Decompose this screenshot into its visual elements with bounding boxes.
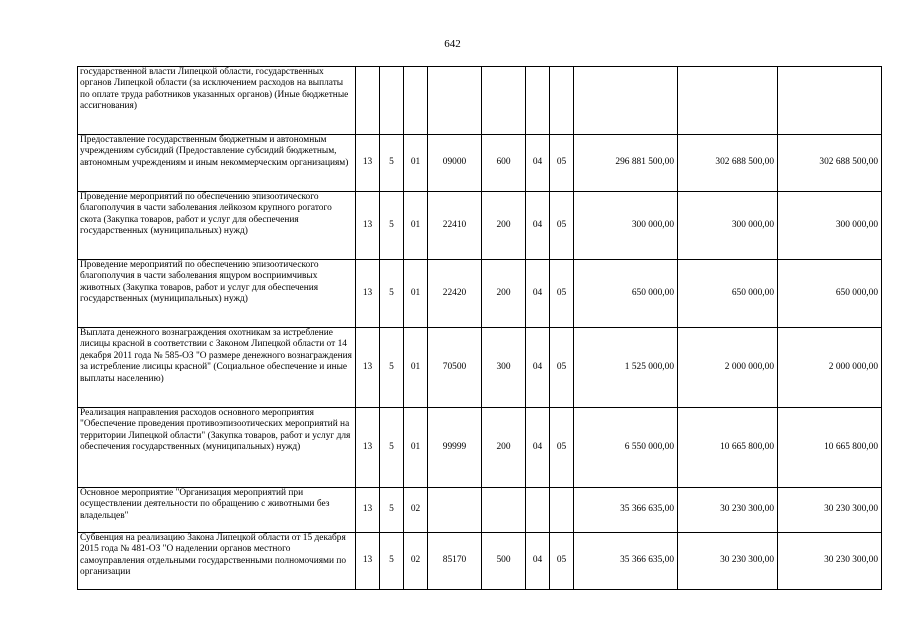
code-subsection	[550, 67, 574, 135]
code-program: 5	[380, 408, 404, 488]
code-section: 04	[526, 135, 550, 192]
code-expense-type: 600	[482, 135, 526, 192]
amount-year-1: 296 881 500,00	[574, 135, 678, 192]
row-description: Проведение мероприятий по обеспечению эпизоотического благополучия в части заболевания лейкозом крупного рогатого скота (Закупка товаров, работ и услуг для обеспечения государственных (муниципальных) нужд)	[78, 192, 356, 260]
code-program: 5	[380, 135, 404, 192]
page-number: 642	[444, 38, 461, 50]
code-subsection: 05	[550, 192, 574, 260]
row-description: Выплата денежного вознаграждения охотникам за истребление лисицы красной в соответствии с Законом Липецкой области от 14 декабря 2011 года № 585-ОЗ "О размере денежного вознаграждения за истребление лисицы красной" (Социальное обеспечение и иные выплаты населению)	[78, 328, 356, 408]
code-program	[380, 67, 404, 135]
amount-year-2: 650 000,00	[678, 260, 778, 328]
amount-year-1: 1 525 000,00	[574, 328, 678, 408]
code-expense-direction: 99999	[428, 408, 482, 488]
code-section: 04	[526, 328, 550, 408]
code-expense-type: 200	[482, 192, 526, 260]
code-subsection: 05	[550, 135, 574, 192]
code-ministry: 13	[356, 408, 380, 488]
code-subprogram: 01	[404, 135, 428, 192]
code-subprogram	[404, 67, 428, 135]
code-expense-direction: 22410	[428, 192, 482, 260]
budget-table-body	[78, 67, 882, 590]
amount-year-2: 302 688 500,00	[678, 135, 778, 192]
code-ministry: 13	[356, 488, 380, 533]
amount-year-1: 650 000,00	[574, 260, 678, 328]
amount-year-2	[678, 67, 778, 135]
code-ministry: 13	[356, 260, 380, 328]
table-row	[78, 192, 882, 260]
row-description: Субвенция на реализацию Закона Липецкой области от 15 декабря 2015 года № 481-ОЗ "О наделении органов местного самоуправления отдельными государственными полномочиями по организации	[78, 533, 356, 590]
table-row	[78, 408, 882, 488]
code-expense-direction: 09000	[428, 135, 482, 192]
table-row	[78, 533, 882, 590]
code-section: 04	[526, 192, 550, 260]
code-subsection: 05	[550, 408, 574, 488]
amount-year-3: 2 000 000,00	[778, 328, 882, 408]
row-description: Основное мероприятие "Организация мероприятий при осуществлении деятельности по обращению с животными без владельцев"	[78, 488, 356, 533]
amount-year-3: 300 000,00	[778, 192, 882, 260]
code-subprogram: 01	[404, 192, 428, 260]
code-expense-type: 200	[482, 260, 526, 328]
code-section: 04	[526, 260, 550, 328]
code-subprogram: 02	[404, 533, 428, 590]
code-ministry: 13	[356, 192, 380, 260]
code-ministry: 13	[356, 135, 380, 192]
amount-year-2: 300 000,00	[678, 192, 778, 260]
table-row	[78, 260, 882, 328]
code-subprogram: 01	[404, 408, 428, 488]
code-subprogram: 02	[404, 488, 428, 533]
amount-year-3: 30 230 300,00	[778, 533, 882, 590]
amount-year-1: 35 366 635,00	[574, 488, 678, 533]
row-description: Проведение мероприятий по обеспечению эпизоотического благополучия в части заболевания ящуром восприимчивых животных (Закупка товаров, работ и услуг для обеспечения государственных (муниципальных) нужд)	[78, 260, 356, 328]
amount-year-2: 10 665 800,00	[678, 408, 778, 488]
code-subsection: 05	[550, 533, 574, 590]
code-ministry	[356, 67, 380, 135]
code-expense-type	[482, 67, 526, 135]
amount-year-3: 30 230 300,00	[778, 488, 882, 533]
code-program: 5	[380, 533, 404, 590]
code-subprogram: 01	[404, 260, 428, 328]
code-subsection: 05	[550, 260, 574, 328]
code-expense-type: 500	[482, 533, 526, 590]
amount-year-3: 302 688 500,00	[778, 135, 882, 192]
code-section	[526, 67, 550, 135]
amount-year-3	[778, 67, 882, 135]
amount-year-3: 650 000,00	[778, 260, 882, 328]
code-program: 5	[380, 260, 404, 328]
table-row	[78, 488, 882, 533]
amount-year-1	[574, 67, 678, 135]
amount-year-1: 6 550 000,00	[574, 408, 678, 488]
table-row	[78, 67, 882, 135]
amount-year-1: 300 000,00	[574, 192, 678, 260]
code-program: 5	[380, 488, 404, 533]
amount-year-2: 2 000 000,00	[678, 328, 778, 408]
code-expense-type: 300	[482, 328, 526, 408]
amount-year-1: 35 366 635,00	[574, 533, 678, 590]
code-subsection: 05	[550, 328, 574, 408]
code-subprogram: 01	[404, 328, 428, 408]
code-section: 04	[526, 408, 550, 488]
code-expense-direction	[428, 67, 482, 135]
code-section	[526, 488, 550, 533]
code-ministry: 13	[356, 533, 380, 590]
budget-table	[77, 66, 882, 590]
row-description: Предоставление государственным бюджетным и автономным учреждениям субсидий (Предоставление субсидий бюджетным, автономным учреждениям и иным некоммерческим организациям)	[78, 135, 356, 192]
amount-year-2: 30 230 300,00	[678, 533, 778, 590]
code-program: 5	[380, 328, 404, 408]
code-expense-direction	[428, 488, 482, 533]
table-row	[78, 328, 882, 408]
code-expense-type: 200	[482, 408, 526, 488]
code-expense-direction: 70500	[428, 328, 482, 408]
code-ministry: 13	[356, 328, 380, 408]
code-expense-direction: 85170	[428, 533, 482, 590]
code-expense-type	[482, 488, 526, 533]
row-description: государственной власти Липецкой области, государственных органов Липецкой области (за исключением расходов на выплаты по оплате труда работников указанных органов) (Иные бюджетные ассигнования)	[78, 67, 356, 135]
code-expense-direction: 22420	[428, 260, 482, 328]
code-subsection	[550, 488, 574, 533]
amount-year-2: 30 230 300,00	[678, 488, 778, 533]
table-row	[78, 135, 882, 192]
code-section: 04	[526, 533, 550, 590]
row-description: Реализация направления расходов основного мероприятия "Обеспечение проведения противоэпизоотических мероприятий на территории Липецкой области" (Закупка товаров, работ и услуг для обеспечения государственных (муниципальных) нужд)	[78, 408, 356, 488]
code-program: 5	[380, 192, 404, 260]
amount-year-3: 10 665 800,00	[778, 408, 882, 488]
